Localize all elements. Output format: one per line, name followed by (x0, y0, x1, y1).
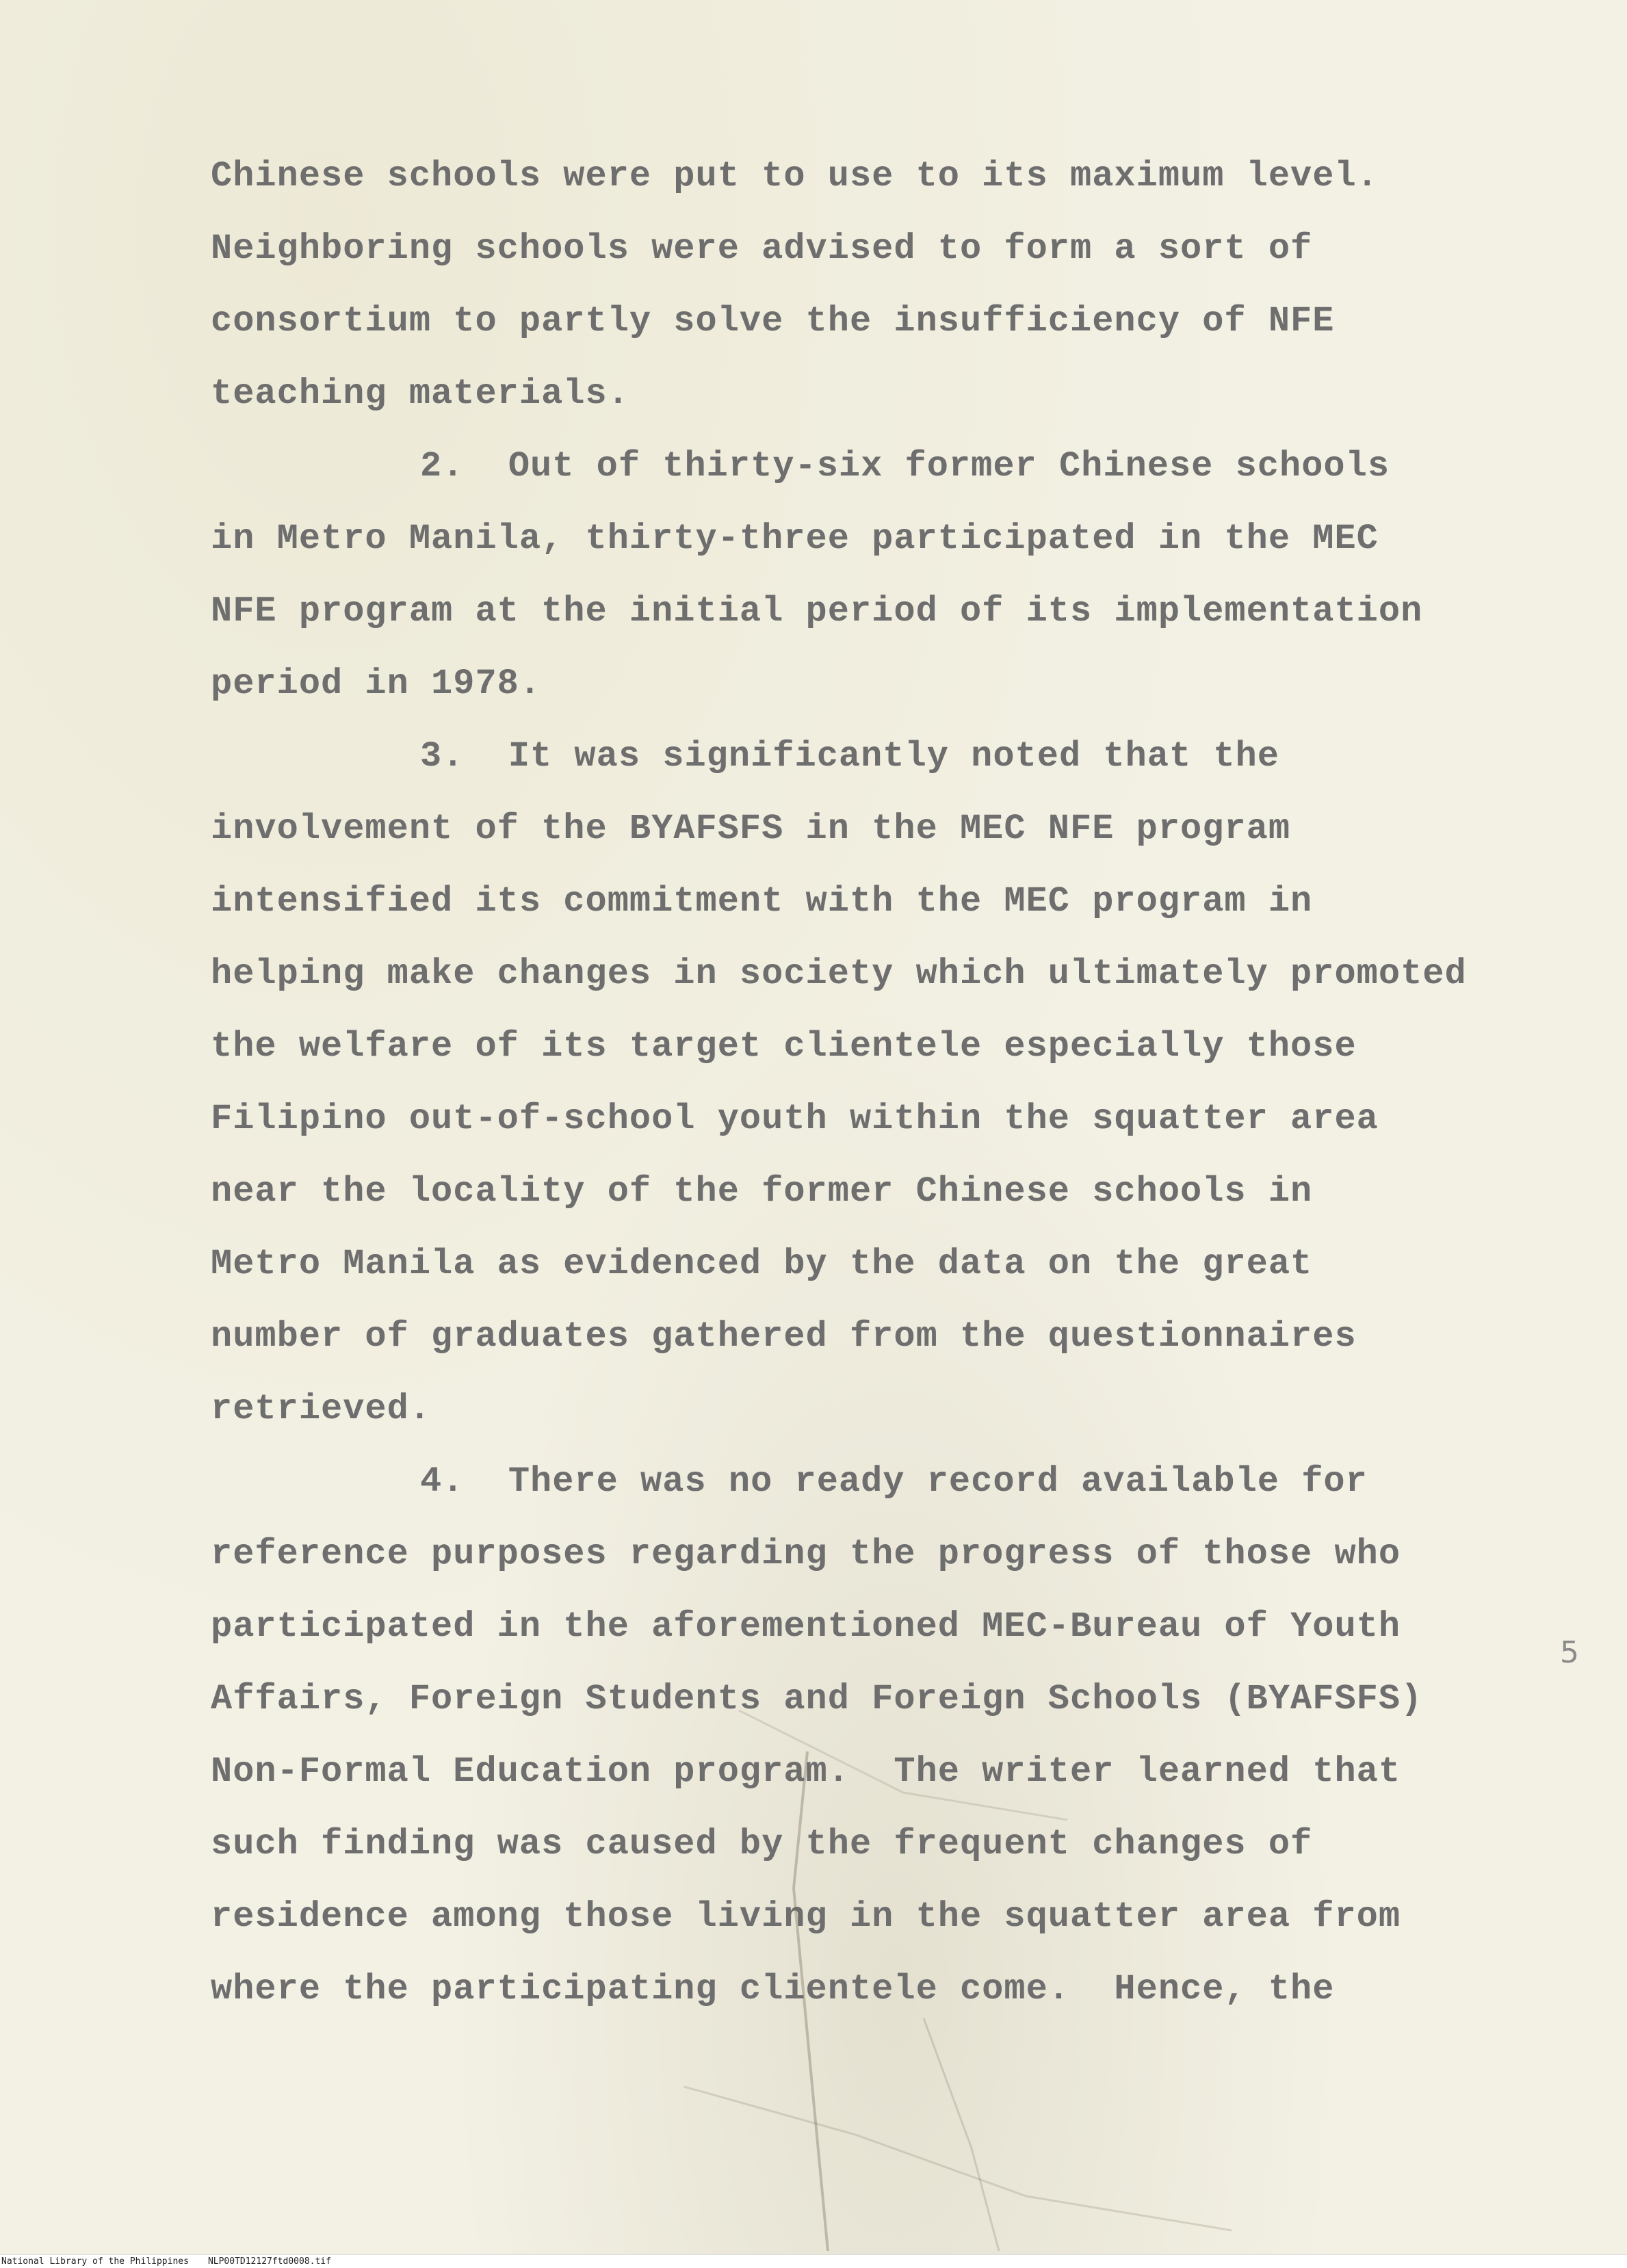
text-line: where the participating clientele come. Hence, the (211, 1969, 1335, 2009)
crease-line (924, 2018, 999, 2251)
paragraph-3-first-line: 3. It was significantly noted that the (420, 736, 1279, 777)
text-line: Affairs, Foreign Students and Foreign Schools (BYAFSFS) (211, 1679, 1423, 1719)
footer-filename: NLP00TD12127ftd0008.tif (207, 2256, 331, 2267)
text-line: Chinese schools were put to use to its maximum level. (211, 156, 1379, 196)
text-line: participated in the aforementioned MEC-Bureau of Youth (211, 1606, 1401, 1647)
text-line: such finding was caused by the frequent changes of (211, 1824, 1313, 1864)
text-line: teaching materials. (211, 374, 629, 414)
margin-pencil-mark: 5 (1560, 1635, 1579, 1670)
text-line: reference purposes regarding the progress of those who (211, 1534, 1401, 1574)
text-line: residence among those living in the squatter area from (211, 1896, 1401, 1937)
typescript-body (211, 140, 1511, 2026)
footer-library: National Library of the Philippines (1, 2256, 189, 2267)
text-line: helping make changes in society which ultimately promoted (211, 954, 1467, 994)
text-line: number of graduates gathered from the questionnaires (211, 1316, 1357, 1357)
text-line: NFE program at the initial period of its implementation (211, 591, 1423, 631)
text-line: period in 1978. (211, 664, 542, 704)
text-line: retrieved. (211, 1389, 432, 1429)
crease-line (684, 2087, 1232, 2230)
text-line: Non-Formal Education program. The writer learned that (211, 1751, 1401, 1792)
text-line: involvement of the BYAFSFS in the MEC NFE program (211, 809, 1291, 849)
scan-footer (0, 2254, 1627, 2268)
text-line: consortium to partly solve the insufficiency of NFE (211, 301, 1335, 341)
paragraph-4-first-line: 4. There was no ready record available for (420, 1461, 1368, 1502)
text-line: Filipino out-of-school youth within the squatter area (211, 1099, 1379, 1139)
paragraph-2-first-line: 2. Out of thirty-six former Chinese schools (420, 446, 1390, 486)
text-line: intensified its commitment with the MEC program in (211, 881, 1313, 922)
text-line: near the locality of the former Chinese schools in (211, 1171, 1313, 1212)
text-line: in Metro Manila, thirty-three participated in the MEC (211, 519, 1379, 559)
text-line: Neighboring schools were advised to form a sort of (211, 229, 1313, 269)
text-line: the welfare of its target clientele especially those (211, 1026, 1357, 1067)
text-line: Metro Manila as evidenced by the data on the great (211, 1244, 1313, 1284)
